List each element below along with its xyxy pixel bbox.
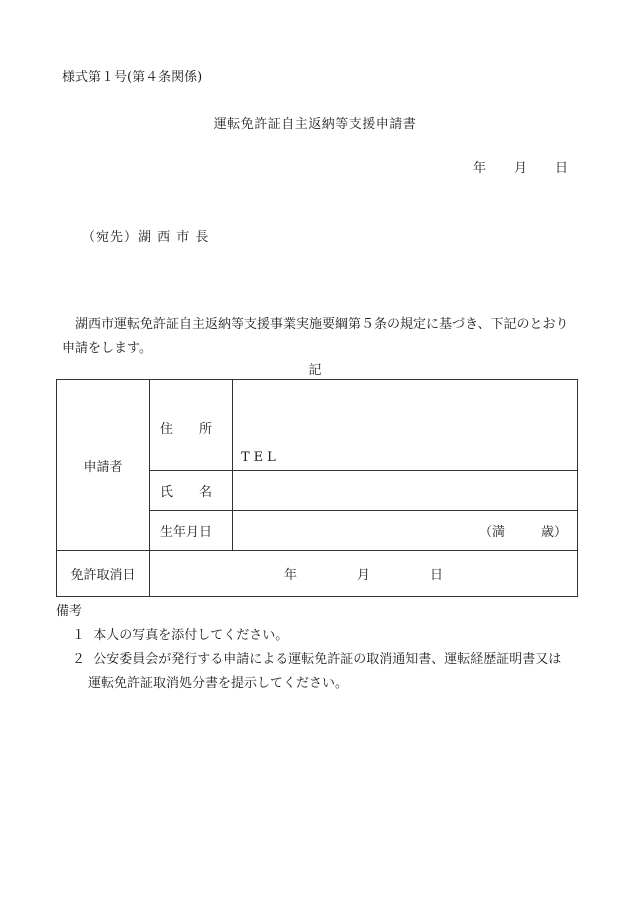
- body-paragraph: 湖西市運転免許証自主返納等支援事業実施要綱第５条の規定に基づき、下記のとおり申請をします。: [62, 317, 569, 356]
- date-day-label: 日: [554, 161, 568, 176]
- revocation-date-label: 免許取消日: [57, 551, 150, 597]
- document-title: 運転免許証自主返納等支援申請書: [213, 117, 417, 132]
- date-month-label: 月: [513, 161, 527, 176]
- applicant-label: 申請者: [57, 380, 150, 551]
- record-heading: 記: [308, 363, 322, 378]
- revocation-day-label: 日: [430, 568, 444, 583]
- name-field[interactable]: [233, 471, 578, 511]
- date-line: [473, 157, 568, 176]
- birthdate-label: 生年月日: [150, 511, 233, 551]
- remark-item-2-number: ２: [72, 652, 86, 667]
- date-year-label: 年: [472, 161, 486, 176]
- revocation-date-field[interactable]: [150, 551, 578, 597]
- address-label-char-1: 住: [160, 422, 174, 437]
- application-table: [56, 379, 578, 597]
- remark-item-1-text: 本人の写真を添付してください。: [93, 628, 289, 643]
- addressee: （宛先）湖 西 市 長: [82, 230, 210, 245]
- revocation-month-label: 月: [356, 568, 370, 583]
- birthdate-field[interactable]: [233, 511, 578, 551]
- tel-label: TEL: [241, 450, 280, 465]
- revocation-year-label: 年: [283, 568, 297, 583]
- name-label-char-1: 氏: [160, 485, 174, 500]
- remark-item-2: [72, 648, 561, 667]
- form-number: 様式第１号(第４条関係): [62, 70, 203, 85]
- remark-item-2-text: 公安委員会が発行する申請による運転免許証の取消通知書、運転経歴証明書又は: [93, 652, 562, 667]
- age-close: 歳）: [540, 525, 567, 540]
- address-label: [150, 380, 233, 471]
- age-open: （満: [478, 525, 505, 540]
- address-label-char-2: 所: [198, 422, 212, 437]
- name-label: [150, 471, 233, 511]
- address-field[interactable]: [233, 380, 578, 471]
- remark-item-1-number: １: [72, 628, 86, 643]
- name-label-char-2: 名: [198, 485, 212, 500]
- remark-item-1: [72, 624, 288, 643]
- remark-item-2-continuation: 運転免許証取消処分書を提示してください。: [88, 676, 349, 691]
- remarks-title: 備考: [56, 604, 83, 619]
